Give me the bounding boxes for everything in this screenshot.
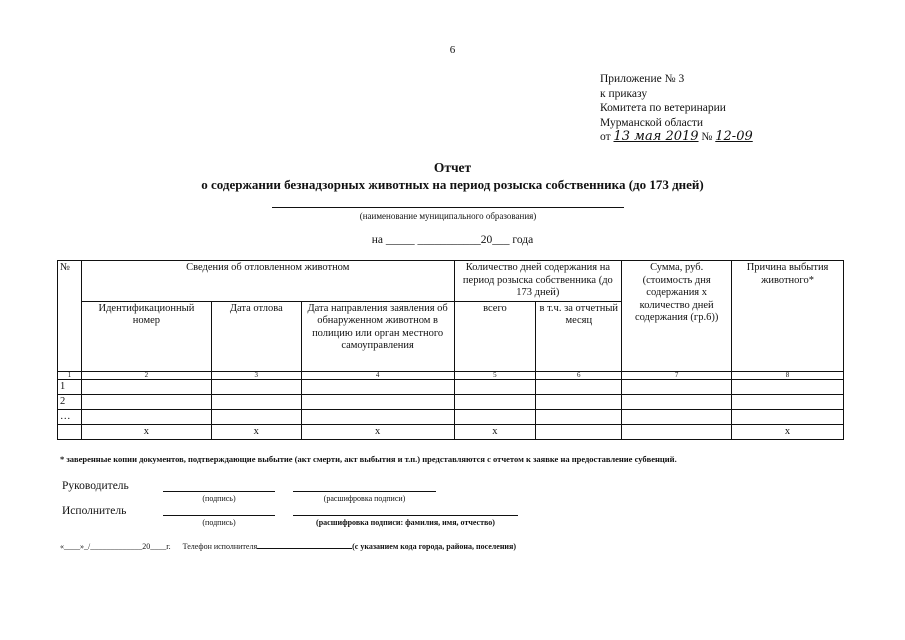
report-table [57,260,844,440]
header-days: Количество дней содержания на период розыска собственника (до 173 дней) [454,261,622,302]
appendix-line-4: Мурманской области [600,116,704,129]
column-number: 7 [622,371,732,379]
appendix-block [600,72,753,145]
table-row [58,394,844,409]
head-label: Руководитель [62,480,129,492]
table-row [58,409,844,424]
table-cell: х [454,424,536,439]
table-cell [454,409,536,424]
column-number: 5 [454,371,536,379]
column-number: 4 [301,371,454,379]
executor-decode-line [293,515,518,516]
number-prefix: № [701,131,713,143]
date-blank: «____»_/_____________20____г. [60,542,171,551]
appendix-line-3: Комитета по ветеринарии [600,102,726,114]
handwritten-date: 13 мая 2019 [613,129,699,144]
header-sum: Сумма, руб. (стоимость дня содержания х количество дней содержания (гр.6)) [622,261,732,372]
table-cell [732,409,844,424]
table-cell [301,379,454,394]
table-cell: 1 [58,379,82,394]
table-cell [81,379,211,394]
table-cell [58,424,82,439]
table-cell [211,394,301,409]
table-cell [732,394,844,409]
header-catch-date: Дата отлова [211,301,301,371]
header-send-date: Дата направления заявления об обнаруженном животном в полицию или орган местного самоуправления [301,301,454,371]
column-number: 6 [536,371,622,379]
table-cell [732,379,844,394]
table-cell [536,424,622,439]
header-num: № [58,261,82,372]
executor-signature-caption: (подпись) [202,518,236,527]
footnote: * заверенные копии документов, подтверждающие выбытие (акт смерти, акт выбытия и т.п.) представляются с отчетом к заявке на предоставление субвенций. [60,454,677,464]
table-cell [301,394,454,409]
municipality-line [272,207,624,208]
table-cell [81,394,211,409]
header-days-month: в т.ч. за отчетный месяц [536,301,622,371]
table-cell [622,379,732,394]
table-cell [301,409,454,424]
table-cell [454,379,536,394]
document-subtitle: о содержании безнадзорных животных на период розыска собственника (до 173 дней) [201,177,704,192]
table-cell [622,424,732,439]
table-row [58,379,844,394]
table-cell [622,394,732,409]
head-signature-line [163,491,275,492]
head-signature-caption: (подпись) [202,494,236,503]
head-decode-line [293,491,436,492]
page-number: 6 [449,44,456,56]
header-id: Идентификационный номер [81,301,211,371]
table-cell: х [81,424,211,439]
municipality-caption: (наименование муниципального образования) [359,211,537,221]
head-decode-caption: (расшифровка подписи) [323,494,406,503]
table-cell: х [301,424,454,439]
header-reason: Причина выбытия животного* [732,261,844,372]
table-cell [211,409,301,424]
table-cell: 2 [58,394,82,409]
column-number: 2 [81,371,211,379]
appendix-line-1: Приложение № 3 [600,73,685,85]
table-cell: х [732,424,844,439]
appendix-line-2: к приказу [600,87,648,100]
table-cell: … [58,409,82,424]
appendix-date-line [600,130,753,145]
column-number: 3 [211,371,301,379]
table-cell [211,379,301,394]
handwritten-number: 12-09 [715,129,753,144]
table-cell [536,409,622,424]
date-prefix: от [600,131,611,143]
header-animal-info: Сведения об отловленном животном [81,261,454,302]
phone-label: Телефон исполнителя [182,542,258,551]
column-number: 8 [732,371,844,379]
executor-decode-caption: (расшифровка подписи: фамилия, имя, отчество) [316,518,495,527]
table-cell [622,409,732,424]
table-cell [454,394,536,409]
table-cell [536,379,622,394]
report-date-line: на _____ ___________20___ года [371,234,534,246]
date-and-phone-line [60,542,516,551]
column-number: 1 [58,371,82,379]
table-cell [536,394,622,409]
document-title: Отчет [433,160,472,175]
table-cell: х [211,424,301,439]
table-cell [81,409,211,424]
phone-line [257,548,352,549]
executor-label: Исполнитель [62,505,127,517]
table-row-total [58,424,844,439]
header-days-total: всего [454,301,536,371]
phone-note: (с указанием кода города, района, поселения) [352,542,517,551]
executor-signature-line [163,515,275,516]
